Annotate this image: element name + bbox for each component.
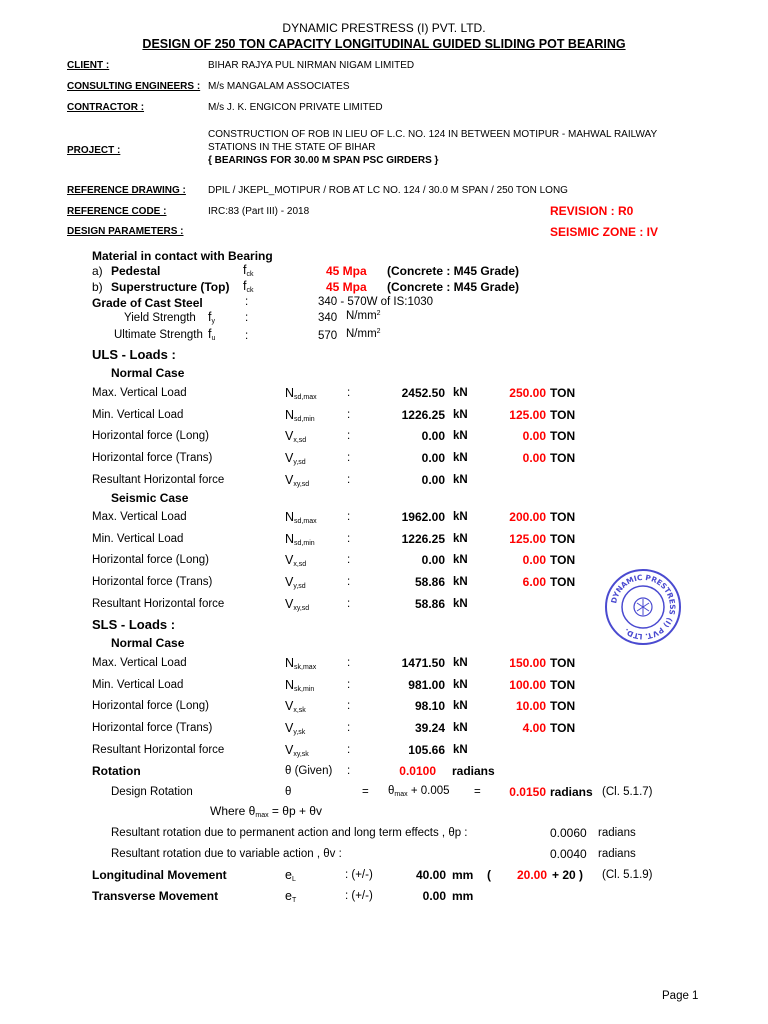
row-label: Resultant Horizontal force <box>92 597 225 610</box>
row-colon: : <box>347 722 351 735</box>
row-symbol: $V_{x,sd}$ <box>285 553 307 569</box>
design-rotation-unit: radians <box>550 785 593 799</box>
page-number: Page 1 <box>662 990 699 1002</box>
row-unit: kN <box>453 743 468 756</box>
row-ton-unit: TON <box>550 721 576 736</box>
ref-code-value: IRC:83 (Part III) - 2018 <box>208 206 310 217</box>
row-label: Min. Vertical Load <box>92 678 184 691</box>
row-symbol: $V_{x,sk}$ <box>285 699 306 715</box>
trans-movement-symbol: $e_T$ <box>285 889 297 904</box>
rotation-value: 0.0100 <box>399 764 436 778</box>
yield-symbol: $f_y$ <box>208 310 215 325</box>
design-rotation-clause: (Cl. 5.1.7) <box>602 786 653 798</box>
row-symbol: $V_{y,sd}$ <box>285 451 306 467</box>
row-ton-unit: TON <box>550 553 576 568</box>
row-unit: kN <box>453 554 468 567</box>
design-eq-2: = <box>474 786 481 798</box>
row-ton: 125.00 <box>509 531 546 546</box>
row-ton-unit: TON <box>550 429 576 444</box>
ultimate-symbol: $f_u$ <box>208 327 216 342</box>
row-value: 58.86 <box>414 596 445 611</box>
rotation-colon: : <box>347 765 351 777</box>
row-symbol: $N_{sd,max}$ <box>285 386 317 401</box>
long-movement-colon: : (+/-) <box>345 869 373 881</box>
row-ton: 10.00 <box>515 699 546 714</box>
design-rotation-label: Design Rotation <box>111 786 193 798</box>
row-ton: 125.00 <box>509 407 546 422</box>
row-symbol: $V_{xy,sd}$ <box>285 596 310 612</box>
row-symbol: $N_{sd,max}$ <box>285 510 317 525</box>
row-label: Horizontal force (Trans) <box>92 722 213 735</box>
row-ton: 0.00 <box>522 553 546 568</box>
sls-normal-heading: Normal Case <box>111 636 185 650</box>
row-ton: 0.00 <box>522 451 546 466</box>
row-ton: 100.00 <box>509 677 546 692</box>
row-symbol: $V_{xy,sk}$ <box>285 742 309 758</box>
pedestal-label: Pedestal <box>111 264 161 278</box>
row-value: 0.00 <box>421 553 445 568</box>
rotation-symbol: θ (Given) <box>285 765 333 777</box>
row-label: Min. Vertical Load <box>92 408 184 421</box>
row-unit: kN <box>453 511 468 523</box>
pedestal-symbol: $f_{ck}$ <box>243 263 254 278</box>
row-value: 0.00 <box>421 472 445 487</box>
row-unit: kN <box>453 722 468 735</box>
row-label: Resultant Horizontal force <box>92 743 225 756</box>
long-movement-paren: ( <box>487 868 491 882</box>
row-value: 1226.25 <box>401 407 445 422</box>
super-symbol: $f_{ck}$ <box>243 279 254 294</box>
row-colon: : <box>347 700 351 713</box>
row-label: Max. Vertical Load <box>92 657 187 669</box>
row-colon: : <box>347 597 351 610</box>
row-ton: 6.00 <box>522 575 546 590</box>
row-value: 39.24 <box>414 721 445 736</box>
seismic-zone: SEISMIC ZONE : IV <box>550 225 659 239</box>
row-value: 0.00 <box>421 451 445 466</box>
yield-unit: $N/mm^2$ <box>346 310 381 322</box>
rotation-unit: radians <box>452 764 495 778</box>
row-label: Horizontal force (Long) <box>92 700 209 713</box>
super-value: 45 Mpa <box>326 280 367 294</box>
document-title: DESIGN OF 250 TON CAPACITY LONGITUDINAL GUIDED SLIDING POT BEARING <box>142 37 626 51</box>
row-symbol: $N_{sd,min}$ <box>285 531 315 547</box>
row-colon: : <box>347 678 351 691</box>
sls-heading: SLS - Loads : <box>92 617 176 632</box>
ultimate-value: 570 <box>318 330 338 342</box>
trans-movement-colon: : (+/-) <box>345 890 373 902</box>
stamp-text: DYNAMIC PRESTRESS (I) PVT. LTD. <box>609 572 678 642</box>
row-unit: kN <box>453 700 468 713</box>
permanent-rotation-label: Resultant rotation due to permanent action and long term effects , θp : <box>111 827 468 839</box>
row-colon: : <box>347 511 351 523</box>
row-value: 105.66 <box>408 742 445 757</box>
design-eq-1: = <box>362 786 369 798</box>
variable-rotation-unit: radians <box>598 848 636 860</box>
yield-label: Yield Strength <box>124 312 196 324</box>
super-index: b) <box>92 280 103 294</box>
row-symbol: $V_{xy,sd}$ <box>285 472 310 488</box>
long-movement-half: 20.00 <box>516 868 547 882</box>
row-value: 98.10 <box>414 699 445 714</box>
row-label: Horizontal force (Long) <box>92 554 209 567</box>
row-unit: kN <box>453 597 468 610</box>
row-label: Min. Vertical Load <box>92 532 184 545</box>
project-label: PROJECT : <box>67 145 121 156</box>
long-movement-value: 40.00 <box>415 868 446 882</box>
row-symbol: $V_{x,sd}$ <box>285 429 307 445</box>
long-movement-symbol: $e_L$ <box>285 868 296 883</box>
where-formula: Where $\theta_{max} = \theta p + \theta v$ <box>210 804 322 819</box>
trans-movement-unit: mm <box>452 889 474 903</box>
client-value: BIHAR RAJYA PUL NIRMAN NIGAM LIMITED <box>208 60 415 71</box>
contractor-label: CONTRACTOR : <box>67 102 145 113</box>
row-ton: 200.00 <box>509 510 546 524</box>
trans-movement-label: Transverse Movement <box>92 889 219 903</box>
project-line-3: { BEARINGS FOR 30.00 M SPAN PSC GIRDERS } <box>208 155 439 166</box>
row-unit: kN <box>453 576 468 589</box>
row-value: 1226.25 <box>401 531 445 546</box>
steel-label: Grade of Cast Steel <box>92 296 203 310</box>
super-note: (Concrete : M45 Grade) <box>387 280 520 294</box>
row-ton-unit: TON <box>550 386 576 400</box>
consultant-value: M/s MANGALAM ASSOCIATES <box>208 81 350 92</box>
uls-heading: ULS - Loads : <box>92 347 176 362</box>
uls-seismic-heading: Seismic Case <box>111 491 189 505</box>
row-unit: kN <box>453 657 468 669</box>
ultimate-label: Ultimate Strength <box>114 329 203 341</box>
row-value: 1962.00 <box>401 510 445 524</box>
pedestal-note: (Concrete : M45 Grade) <box>387 264 520 278</box>
row-unit: kN <box>453 678 468 691</box>
ultimate-unit: $N/mm^2$ <box>346 328 381 340</box>
row-value: 2452.50 <box>401 386 445 400</box>
pedestal-value: 45 Mpa <box>326 264 367 278</box>
row-colon: : <box>347 743 351 756</box>
company-name: DYNAMIC PRESTRESS (I) PVT. LTD. <box>282 21 486 35</box>
consultant-label: CONSULTING ENGINEERS : <box>67 81 201 92</box>
row-symbol: $V_{y,sk}$ <box>285 721 306 737</box>
uls-normal-heading: Normal Case <box>111 366 185 380</box>
row-unit: kN <box>453 408 468 421</box>
row-value: 1471.50 <box>401 656 445 670</box>
row-unit: kN <box>453 532 468 545</box>
company-stamp <box>604 568 682 646</box>
row-colon: : <box>347 387 351 399</box>
ultimate-colon: : <box>245 330 249 342</box>
row-colon: : <box>347 657 351 669</box>
row-ton-unit: TON <box>550 407 576 422</box>
row-label: Resultant Horizontal force <box>92 473 225 486</box>
row-ton-unit: TON <box>550 677 576 692</box>
row-colon: : <box>347 554 351 567</box>
revision: REVISION : R0 <box>550 204 634 218</box>
row-colon: : <box>347 532 351 545</box>
design-rotation-symbol: θ <box>285 786 292 798</box>
permanent-rotation-unit: radians <box>598 827 636 839</box>
row-ton-unit: TON <box>550 656 576 670</box>
row-ton-unit: TON <box>550 451 576 466</box>
row-value: 58.86 <box>414 575 445 590</box>
yield-colon: : <box>245 312 249 324</box>
row-label: Horizontal force (Trans) <box>92 452 213 465</box>
row-unit: kN <box>453 452 468 465</box>
row-ton-unit: TON <box>550 575 576 590</box>
row-ton: 250.00 <box>509 386 546 400</box>
stamp-seal-icon <box>604 568 682 646</box>
row-colon: : <box>347 430 351 443</box>
long-movement-extra: + 20 ) <box>552 868 584 882</box>
row-label: Max. Vertical Load <box>92 387 187 399</box>
row-label: Horizontal force (Trans) <box>92 576 213 589</box>
row-label: Max. Vertical Load <box>92 511 187 523</box>
long-movement-label: Longitudinal Movement <box>92 868 227 882</box>
design-params-label: DESIGN PARAMETERS : <box>67 226 184 237</box>
contractor-value: M/s J. K. ENGICON PRIVATE LIMITED <box>208 102 383 113</box>
row-label: Horizontal force (Long) <box>92 430 209 443</box>
row-unit: kN <box>453 430 468 443</box>
row-value: 0.00 <box>421 429 445 444</box>
client-label: CLIENT : <box>67 60 110 71</box>
row-ton: 150.00 <box>509 656 546 670</box>
material-heading: Material in contact with Bearing <box>92 249 273 263</box>
ref-code-label: REFERENCE CODE : <box>67 206 167 217</box>
variable-rotation-value: 0.0040 <box>550 847 587 861</box>
ref-drawing-label: REFERENCE DRAWING : <box>67 185 186 196</box>
row-unit: kN <box>453 387 468 399</box>
row-symbol: $N_{sd,min}$ <box>285 407 315 423</box>
project-line-1: CONSTRUCTION OF ROB IN LIEU OF L.C. NO. 124 IN BETWEEN MOTIPUR - MAHWAL RAILWAY <box>208 129 658 140</box>
row-colon: : <box>347 576 351 589</box>
row-colon: : <box>347 473 351 486</box>
row-ton-unit: TON <box>550 510 576 524</box>
steel-value: 340 - 570W of IS:1030 <box>318 296 434 308</box>
yield-value: 340 <box>318 312 338 324</box>
row-ton: 4.00 <box>522 721 546 736</box>
row-colon: : <box>347 452 351 465</box>
permanent-rotation-value: 0.0060 <box>550 826 587 840</box>
super-label: Superstructure (Top) <box>111 280 230 294</box>
pedestal-index: a) <box>92 264 103 278</box>
variable-rotation-label: Resultant rotation due to variable action , θv : <box>111 848 342 860</box>
row-colon: : <box>347 408 351 421</box>
design-formula: $\theta_{max} + 0.005$ <box>388 785 450 798</box>
project-line-2: STATIONS IN THE STATE OF BIHAR <box>208 142 376 153</box>
row-symbol: $N_{sk,max}$ <box>285 656 317 671</box>
row-value: 981.00 <box>408 677 445 692</box>
row-unit: kN <box>453 473 468 486</box>
rotation-label: Rotation <box>92 764 141 778</box>
row-ton-unit: TON <box>550 699 576 714</box>
steel-colon: : <box>245 296 249 308</box>
row-ton: 0.00 <box>522 429 546 444</box>
long-movement-unit: mm <box>452 868 474 882</box>
row-ton-unit: TON <box>550 531 576 546</box>
row-symbol: $N_{sk,min}$ <box>285 677 315 693</box>
design-rotation-value: 0.0150 <box>509 785 546 799</box>
ref-drawing-value: DPIL / JKEPL_MOTIPUR / ROB AT LC NO. 124 / 30.0 M SPAN / 250 TON LONG <box>208 185 568 196</box>
trans-movement-value: 0.00 <box>422 889 446 903</box>
row-symbol: $V_{y,sd}$ <box>285 575 306 591</box>
long-movement-clause: (Cl. 5.1.9) <box>602 869 653 881</box>
